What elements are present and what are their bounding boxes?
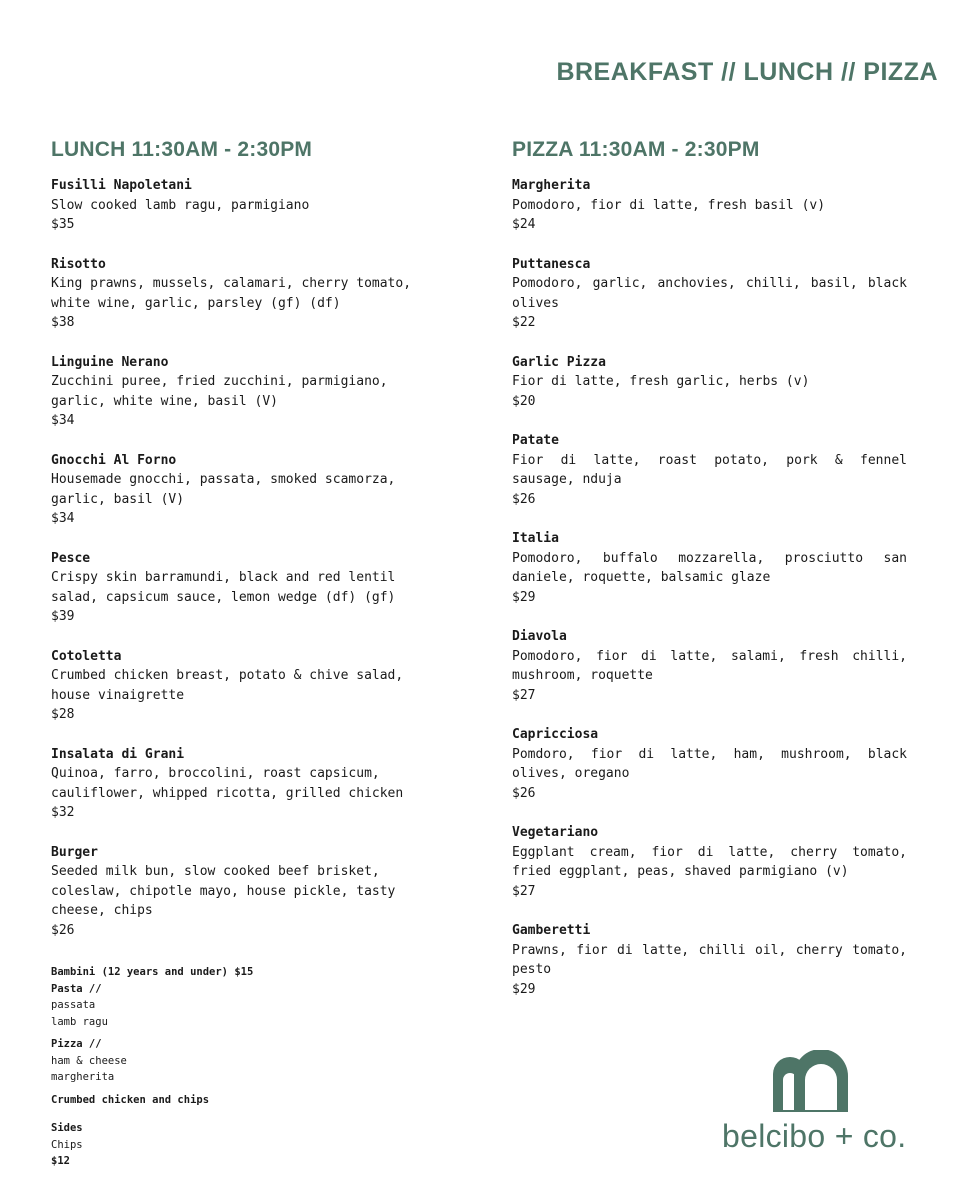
menu-item-desc: Fior di latte, fresh garlic, herbs (v) — [512, 374, 810, 389]
brand-name: belcibo + co. — [722, 1118, 907, 1154]
menu-item-name: Insalata di Grani — [51, 746, 185, 762]
menu-item — [512, 353, 907, 412]
menu-item-desc: Slow cooked lamb ragu, parmigiano — [51, 197, 310, 213]
menu-item-name: Patate — [512, 433, 559, 448]
menu-item — [512, 823, 907, 901]
kids-pasta-item: lamb ragu — [51, 1015, 108, 1028]
lunch-section — [51, 138, 451, 1170]
kids-pasta-label: Pasta // — [51, 982, 102, 995]
menu-header: BREAKFAST // LUNCH // PIZZA — [556, 58, 938, 86]
menu-item-name: Garlic Pizza — [512, 354, 606, 370]
menu-item-desc: Pomodoro, buffalo mozzarella, prosciutto san daniele, roquette, balsamic glaze — [512, 550, 907, 585]
menu-item — [51, 255, 451, 333]
menu-item-desc: Seeded milk bun, slow cooked beef brisket, coleslaw, chipotle mayo, house pickle, tasty cheese, chips — [51, 864, 396, 918]
menu-item — [512, 627, 907, 705]
pizza-section — [512, 138, 907, 1019]
kids-chicken: Crumbed chicken and chips — [51, 1093, 210, 1106]
menu-item-desc: Crumbed chicken breast, potato & chive salad, house vinaigrette — [51, 668, 404, 703]
menu-item-price: $35 — [51, 217, 75, 232]
menu-item-price: $20 — [512, 393, 536, 409]
menu-item-desc: Housemade gnocchi, passata, smoked scamorza, garlic, basil (V) — [51, 472, 396, 507]
menu-item-price: $38 — [51, 315, 75, 330]
menu-item-name: Burger — [51, 844, 98, 860]
menu-item — [51, 176, 451, 235]
menu-item — [51, 353, 451, 431]
menu-item-desc: Quinoa, farro, broccolini, roast capsicum, cauliflower, whipped ricotta, grilled chicken — [51, 766, 404, 801]
menu-item — [512, 921, 907, 999]
kids-pizza-label: Pizza // — [51, 1038, 102, 1050]
menu-item — [512, 431, 907, 509]
pizza-items — [512, 176, 907, 999]
menu-item-price: $34 — [51, 413, 75, 428]
menu-item-price: $24 — [512, 217, 536, 232]
menu-item-name: Vegetariano — [512, 825, 599, 840]
kids-pizza-item: ham & cheese — [51, 1054, 127, 1067]
menu-item-desc: Crispy skin barramundi, black and red lentil salad, capsicum sauce, lemon wedge (df) (gf) — [51, 570, 396, 605]
arch-logo-icon — [768, 1050, 856, 1116]
sides-label: Sides — [51, 1122, 83, 1134]
menu-item-desc: Zucchini puree, fried zucchini, parmigiano, garlic, white wine, basil (V) — [51, 374, 388, 409]
menu-item-desc: Pomdoro, fior di latte, ham, mushroom, black olives, oregano — [512, 746, 907, 781]
menu-item — [51, 647, 451, 725]
kids-pizza-item: margherita — [51, 1071, 115, 1083]
sides-price: $12 — [51, 1155, 70, 1167]
menu-item-desc: Pomodoro, garlic, anchovies, chilli, basil, black olives — [512, 276, 907, 311]
menu-item-name: Fusilli Napoletani — [51, 178, 192, 193]
menu-item-price: $28 — [51, 707, 75, 722]
menu-item-desc: Eggplant cream, fior di latte, cherry tomato, fried eggplant, peas, shaved parmigiano (v) — [512, 844, 907, 879]
menu-item — [51, 451, 451, 529]
menu-item-desc: Pomodoro, fior di latte, fresh basil (v) — [512, 197, 826, 213]
lunch-items — [51, 176, 451, 940]
menu-item-price: $26 — [512, 785, 536, 801]
lunch-title: LUNCH 11:30AM - 2:30PM — [51, 138, 313, 161]
menu-item-name: Risotto — [51, 256, 106, 272]
pizza-title: PIZZA 11:30AM - 2:30PM — [512, 138, 760, 161]
menu-item-desc: Fior di latte, roast potato, pork & fennel sausage, nduja — [512, 452, 907, 487]
menu-item — [512, 255, 907, 333]
menu-item-name: Diavola — [512, 629, 567, 644]
menu-item-price: $26 — [51, 922, 75, 938]
kids-menu — [51, 964, 451, 1170]
menu-item — [51, 745, 451, 823]
menu-item — [512, 725, 907, 803]
sides-item: Chips — [51, 1138, 83, 1151]
menu-item-price: $29 — [512, 589, 536, 605]
menu-item — [512, 529, 907, 607]
menu-item-name: Pesce — [51, 550, 91, 566]
menu-item-name: Margherita — [512, 178, 591, 193]
menu-item-price: $27 — [512, 687, 536, 703]
menu-item-price: $26 — [512, 491, 536, 507]
menu-item-name: Gnocchi Al Forno — [51, 452, 177, 468]
menu-item-price: $39 — [51, 609, 75, 624]
menu-item-name: Capricciosa — [512, 727, 599, 742]
kids-pasta-item: passata — [51, 999, 96, 1011]
menu-item-desc: Prawns, fior di latte, chilli oil, cherry tomato, pesto — [512, 942, 907, 977]
menu-item — [512, 176, 907, 235]
menu-item-price: $32 — [51, 805, 75, 820]
menu-item-name: Gamberetti — [512, 923, 591, 938]
menu-item-price: $27 — [512, 883, 536, 899]
menu-item — [51, 843, 451, 941]
menu-item-price: $29 — [512, 981, 536, 997]
brand-logo — [720, 1050, 910, 1160]
menu-item-desc: Pomodoro, fior di latte, salami, fresh chilli, mushroom, roquette — [512, 648, 907, 683]
kids-title: Bambini (12 years and under) $15 — [51, 966, 254, 978]
menu-item-name: Puttanesca — [512, 256, 591, 272]
menu-item-name: Cotoletta — [51, 648, 122, 664]
menu-item-price: $22 — [512, 315, 536, 330]
menu-item-price: $34 — [51, 511, 75, 526]
menu-item — [51, 549, 451, 627]
menu-item-name: Linguine Nerano — [51, 354, 169, 370]
menu-item-desc: King prawns, mussels, calamari, cherry tomato, white wine, garlic, parsley (gf) (df) — [51, 276, 412, 311]
menu-item-name: Italia — [512, 531, 559, 546]
